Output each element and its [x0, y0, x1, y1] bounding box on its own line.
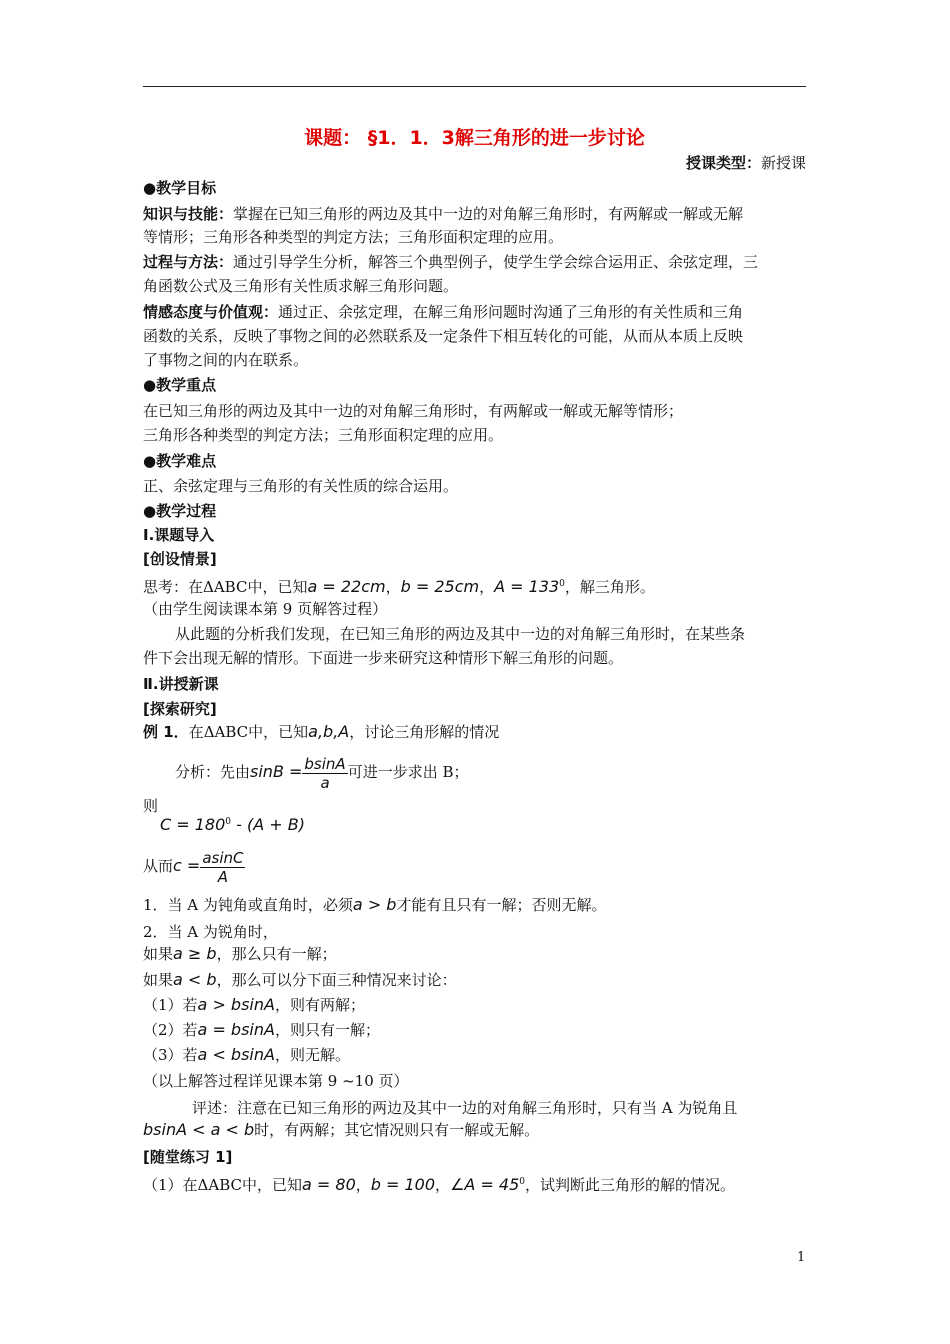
comment-line-2: bsinA < a < b时，有两解；其它情况则只有一解或无解。 — [143, 1120, 540, 1139]
read-note: （由学生阅读课本第 9 页解答过程） — [143, 600, 388, 618]
think-line: 思考：在ΔABC中，已知a = 22cm，b = 25cm，$A = 133^0$，解三角形。 — [143, 577, 655, 596]
case1-line: 1．当 A 为钝角或直角时，必须a > b才能有且只有一解；否则无解。 — [143, 895, 607, 914]
c-formula: $C = 180^0 - (A + B)$ — [160, 815, 305, 834]
emotion-line-2: 函数的关系，反映了事物之间的必然联系及一定条件下相互转化的可能，从而从本质上反映 — [143, 327, 744, 345]
sinB-fraction: $\frac{bsinA}{a}$ — [304, 754, 346, 792]
comment-line-1: 评述：注意在已知三角形的两边及其中一边的对角解三角形时，只有当 A 为锐角且 — [192, 1099, 738, 1117]
keypoints-heading: ●教学重点 — [143, 376, 217, 394]
process-heading: ●教学过程 — [143, 502, 217, 520]
emotion-line-1: 情感态度与价值观：通过正、余弦定理，在解三角形问题时沟通了三角形的有关性质和三角 — [143, 303, 744, 321]
then-label: 则 — [143, 797, 159, 815]
analysis-formula-line: 分析：先由sinB = $\frac{bsinA}{a}$ 可进一步求出 B； — [175, 754, 469, 792]
objectives-heading: ●教学目标 — [143, 179, 217, 197]
header-rule — [143, 86, 806, 87]
scenario-label: [创设情景] — [143, 550, 217, 568]
keypoints-line-1: 在已知三角形的两边及其中一边的对角解三角形时，有两解或一解或无解等情形； — [143, 402, 684, 420]
example1-line: 例 1．在ΔABC中，已知a,b,A，讨论三角形解的情况 — [143, 722, 500, 741]
if-lt-line: 如果a < b，那么可以分下面三种情况来讨论： — [143, 970, 457, 989]
analysis-line-1: 从此题的分析我们发现，在已知三角形的两边及其中一边的对角解三角形时，在某些条 — [175, 625, 746, 643]
sub-case-3: （3）若a < bsinA，则无解。 — [143, 1045, 350, 1064]
knowledge-line-2: 等情形；三角形各种类型的判定方法；三角形面积定理的应用。 — [143, 228, 564, 246]
page-number: 1 — [797, 1250, 806, 1265]
process-line-1: 过程与方法：通过引导学生分析，解答三个典型例子，使学生学会综合运用正、余弦定理，三 — [143, 253, 759, 271]
practice-1-line: （1）在ΔABC中，已知a = 80，b = 100，∠A = $45^0$，试判断此三角形的解的情况。 — [143, 1175, 736, 1194]
knowledge-line-1: 知识与技能：掌握在已知三角形的两边及其中一边的对角解三角形时，有两解或一解或无解 — [143, 205, 744, 223]
analysis-line-2: 件下会出现无解的情形。下面进一步来研究这种情形下解三角形的问题。 — [143, 649, 624, 667]
part2-heading: Ⅱ.讲授新课 — [143, 675, 219, 693]
practice-label: [随堂练习 1] — [143, 1148, 233, 1166]
process-line-2: 角函数公式及三角形有关性质求解三角形问题。 — [143, 277, 459, 295]
part1-heading: Ⅰ.课题导入 — [143, 526, 215, 544]
ref-note: （以上解答过程详见课本第 9 ~10 页） — [143, 1072, 409, 1090]
explore-label: [探索研究] — [143, 700, 217, 718]
c-fraction: $\frac{asinC}{A}$ — [202, 848, 244, 886]
if-ge-line: 如果a ≥ b，那么只有一解； — [143, 944, 337, 963]
lesson-type: 授课类型：新授课 — [685, 154, 806, 172]
page-title: 课题： §1．1．3解三角形的进一步讨论 — [304, 127, 645, 149]
keypoints-line-2: 三角形各种类型的判定方法；三角形面积定理的应用。 — [143, 426, 504, 444]
difficulty-heading: ●教学难点 — [143, 452, 217, 470]
case2-line: 2．当 A 为锐角时， — [143, 923, 278, 941]
sub-case-1: （1）若a > bsinA，则有两解； — [143, 995, 365, 1014]
thus-formula-line: 从而c = $\frac{asinC}{A}$ — [143, 848, 244, 886]
difficulty-line-1: 正、余弦定理与三角形的有关性质的综合运用。 — [143, 477, 459, 495]
emotion-line-3: 了事物之间的内在联系。 — [143, 351, 309, 369]
sub-case-2: （2）若a = bsinA，则只有一解； — [143, 1020, 380, 1039]
